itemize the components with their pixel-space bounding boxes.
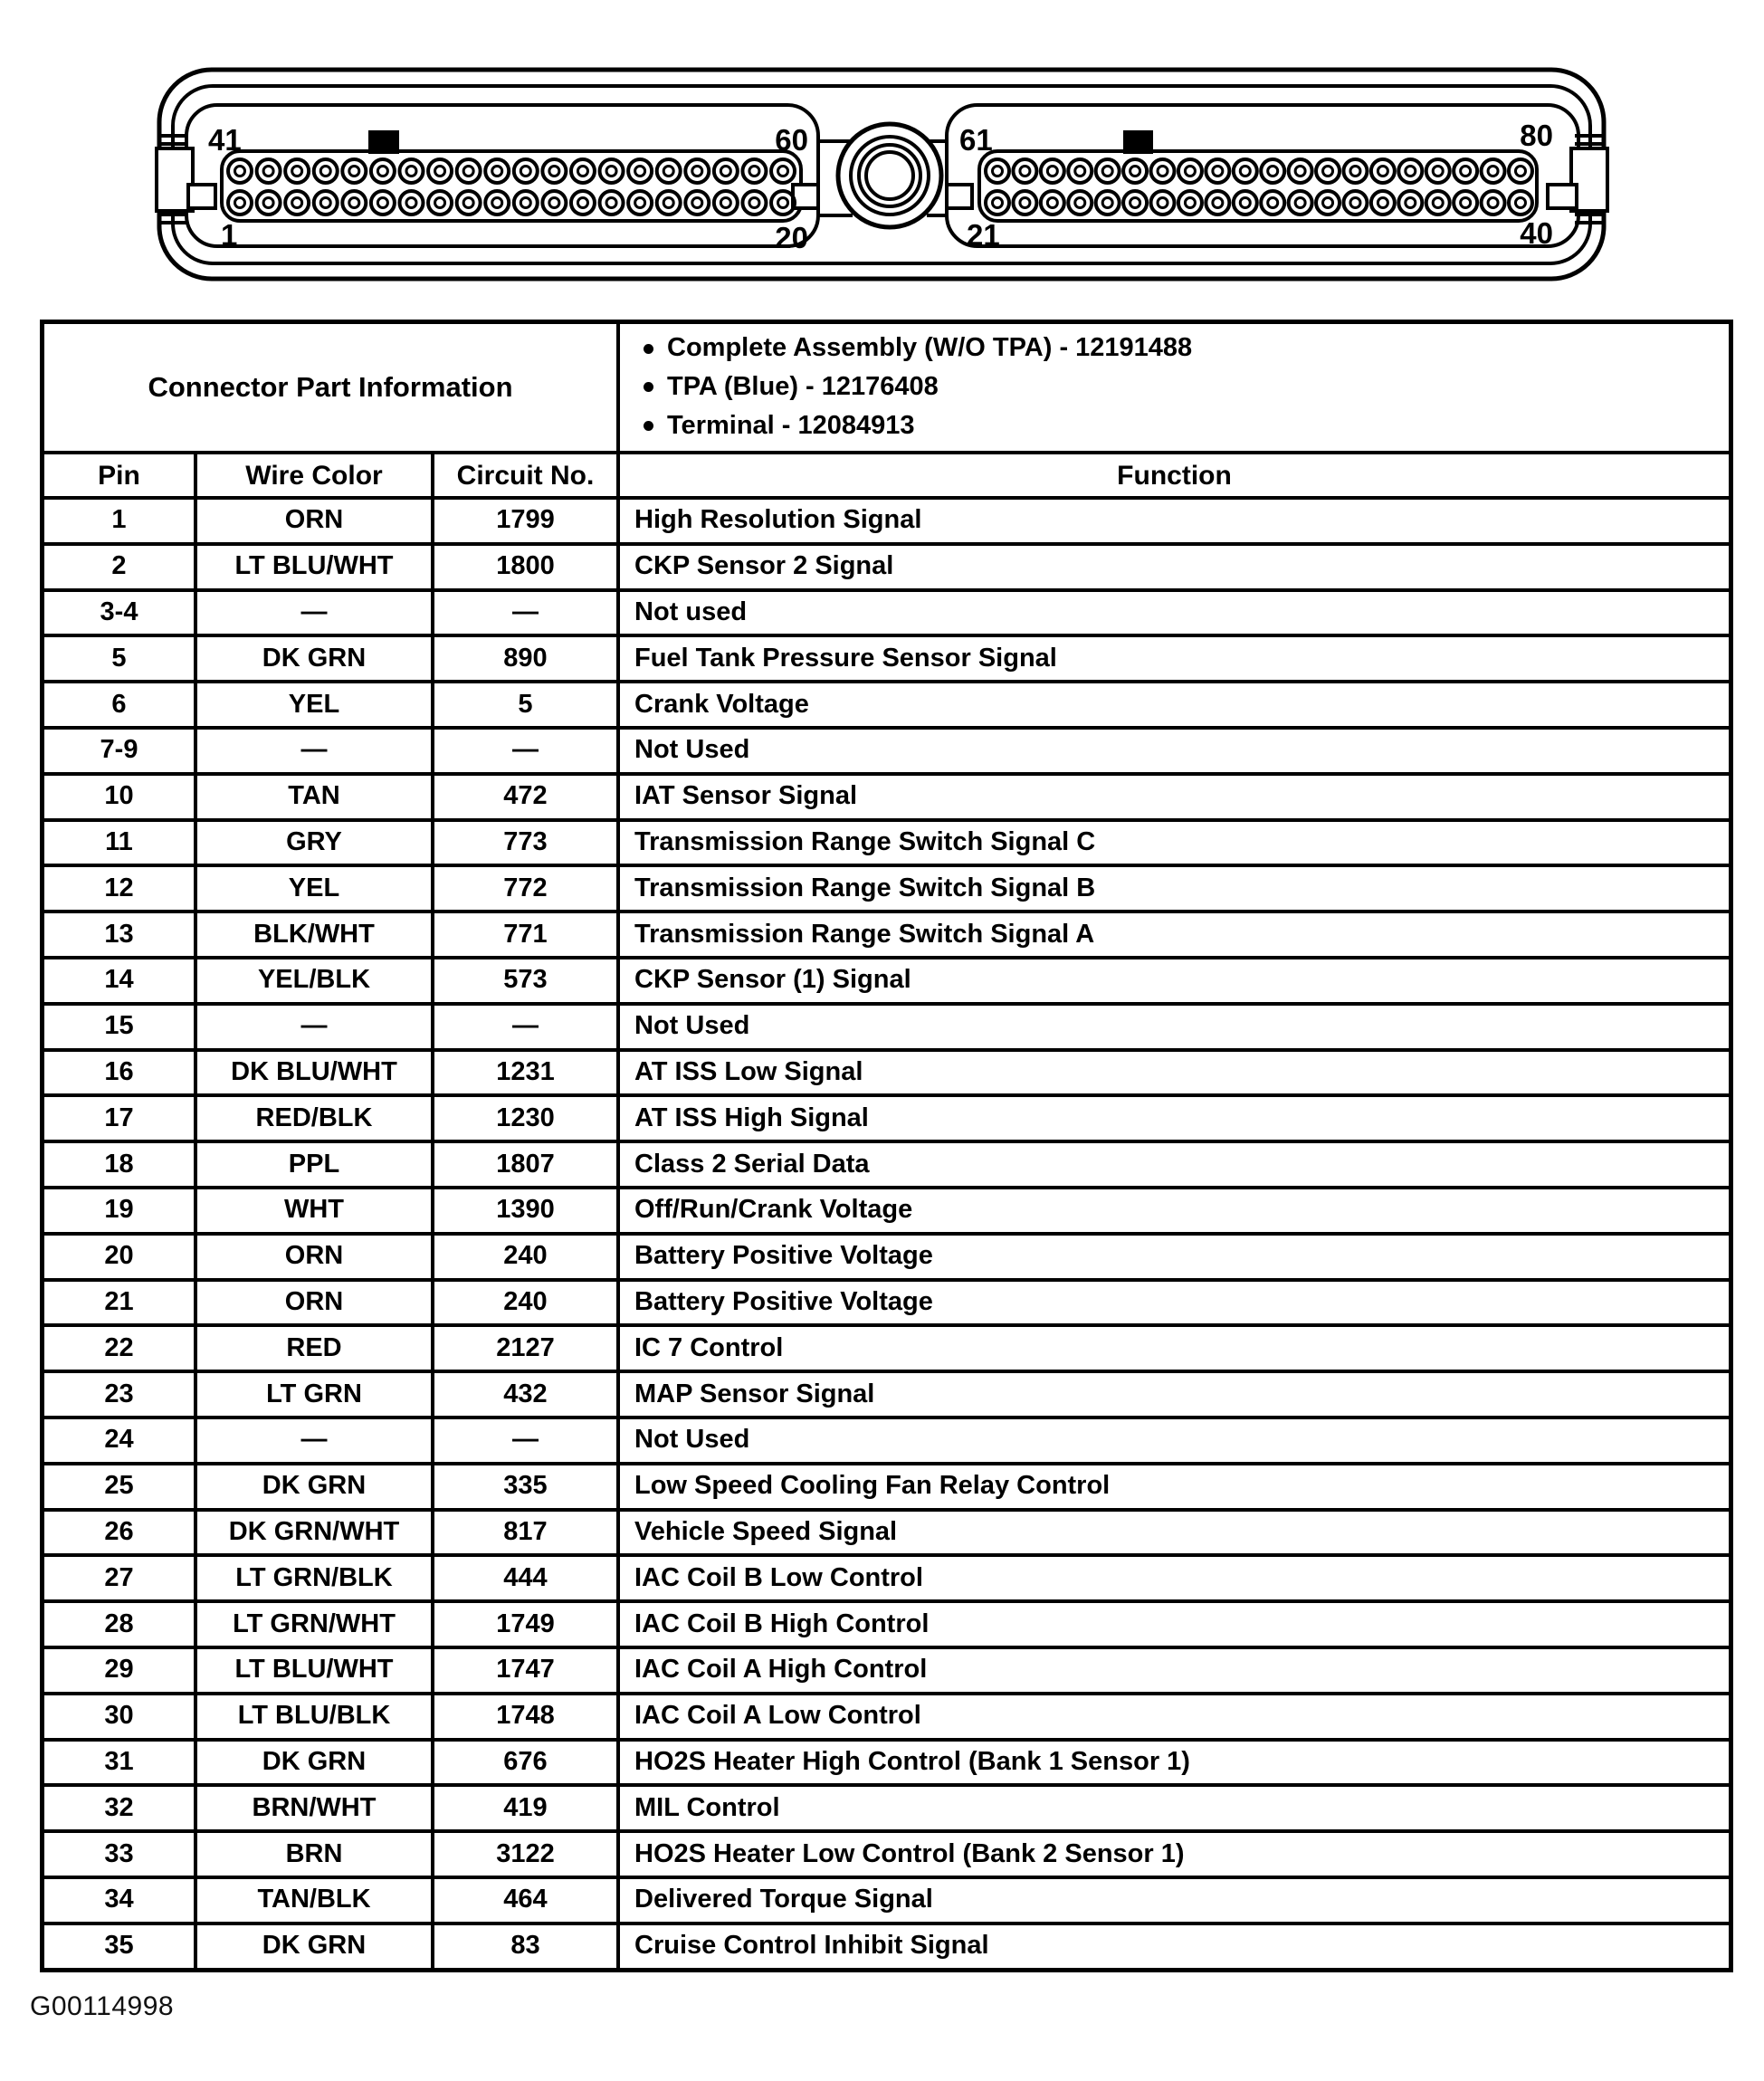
function-cell: High Resolution Signal bbox=[620, 500, 1729, 542]
function-cell: Off/Run/Crank Voltage bbox=[620, 1189, 1729, 1232]
circuit-no-cell: 1800 bbox=[434, 546, 616, 588]
key-tab-left bbox=[368, 130, 399, 154]
circuit-no-cell: 2127 bbox=[434, 1327, 616, 1370]
function-cell: HO2S Heater High Control (Bank 1 Sensor 1) bbox=[620, 1742, 1729, 1784]
wire-color-cell: LT GRN/BLK bbox=[197, 1557, 431, 1599]
function-cell: CKP Sensor (1) Signal bbox=[620, 959, 1729, 1002]
pin-cell: 16 bbox=[44, 1052, 194, 1094]
wire-color-cell: RED/BLK bbox=[197, 1097, 431, 1140]
function-cell: HO2S Heater Low Control (Bank 2 Sensor 1) bbox=[620, 1833, 1729, 1876]
wire-color-cell: DK GRN bbox=[197, 1925, 431, 1968]
bullet-icon bbox=[644, 382, 653, 392]
wire-color-cell: YEL bbox=[197, 683, 431, 726]
circuit-no-cell: 1748 bbox=[434, 1695, 616, 1738]
circuit-no-cell: 890 bbox=[434, 637, 616, 680]
pin-cell: 6 bbox=[44, 683, 194, 726]
connector-diagram bbox=[0, 0, 1764, 312]
circuit-no-cell: — bbox=[434, 1419, 616, 1462]
function-cell: Not used bbox=[620, 592, 1729, 635]
pin-label-41: 41 bbox=[208, 123, 242, 157]
function-cell: Delivered Torque Signal bbox=[620, 1879, 1729, 1922]
pin-cell: 25 bbox=[44, 1465, 194, 1508]
function-cell: Not Used bbox=[620, 730, 1729, 772]
pin-cell: 1 bbox=[44, 500, 194, 542]
wire-color-cell: ORN bbox=[197, 1236, 431, 1278]
pin-cell: 3-4 bbox=[44, 592, 194, 635]
wire-color-cell: — bbox=[197, 1006, 431, 1048]
pin-cell: 20 bbox=[44, 1236, 194, 1278]
pin-cell: 7-9 bbox=[44, 730, 194, 772]
function-cell: MIL Control bbox=[620, 1787, 1729, 1829]
function-cell: IAC Coil A Low Control bbox=[620, 1695, 1729, 1738]
pin-cell: 34 bbox=[44, 1879, 194, 1922]
wire-color-cell: DK BLU/WHT bbox=[197, 1052, 431, 1094]
circuit-no-cell: 464 bbox=[434, 1879, 616, 1922]
wire-color-cell: YEL/BLK bbox=[197, 959, 431, 1002]
wire-color-cell: BLK/WHT bbox=[197, 913, 431, 956]
circuit-no-cell: 817 bbox=[434, 1512, 616, 1554]
bullet-icon bbox=[644, 421, 653, 431]
pin-cell: 2 bbox=[44, 546, 194, 588]
wire-color-cell: BRN/WHT bbox=[197, 1787, 431, 1829]
part-info-list bbox=[620, 324, 1729, 451]
wire-color-cell: DK GRN bbox=[197, 637, 431, 680]
part-info-item-text: Terminal - 12084913 bbox=[667, 410, 915, 440]
circuit-no-cell: 1807 bbox=[434, 1143, 616, 1186]
pin-cell: 5 bbox=[44, 637, 194, 680]
wire-color-cell: TAN/BLK bbox=[197, 1879, 431, 1922]
wire-color-cell: BRN bbox=[197, 1833, 431, 1876]
function-cell: Crank Voltage bbox=[620, 683, 1729, 726]
circuit-no-cell: 1231 bbox=[434, 1052, 616, 1094]
part-info-title: Connector Part Information bbox=[44, 324, 616, 451]
part-info-item-text: Complete Assembly (W/O TPA) - 12191488 bbox=[667, 333, 1193, 363]
function-cell: AT ISS High Signal bbox=[620, 1097, 1729, 1140]
circuit-no-cell: 773 bbox=[434, 822, 616, 864]
figure-id: G00114998 bbox=[30, 1991, 175, 2021]
wire-color-cell: YEL bbox=[197, 867, 431, 910]
part-info-item bbox=[644, 334, 1192, 363]
function-cell: Transmission Range Switch Signal B bbox=[620, 867, 1729, 910]
circuit-no-cell: 419 bbox=[434, 1787, 616, 1829]
function-cell: Battery Positive Voltage bbox=[620, 1236, 1729, 1278]
circuit-no-cell: 472 bbox=[434, 776, 616, 818]
circuit-no-cell: 573 bbox=[434, 959, 616, 1002]
pin-label-20: 20 bbox=[775, 221, 808, 254]
column-header-pin: Pin bbox=[44, 454, 194, 496]
circuit-no-cell: — bbox=[434, 730, 616, 772]
wire-color-cell: — bbox=[197, 592, 431, 635]
circuit-no-cell: 772 bbox=[434, 867, 616, 910]
part-info-item bbox=[644, 412, 915, 441]
part-info-item bbox=[644, 373, 939, 402]
pin-cell: 18 bbox=[44, 1143, 194, 1186]
pin-cell: 35 bbox=[44, 1925, 194, 1968]
wire-color-cell: RED bbox=[197, 1327, 431, 1370]
column-header-function: Function bbox=[620, 454, 1729, 496]
wire-color-cell: WHT bbox=[197, 1189, 431, 1232]
pin-label-1: 1 bbox=[221, 218, 238, 252]
pinout-table bbox=[40, 320, 1733, 1972]
pin-cell: 12 bbox=[44, 867, 194, 910]
wire-color-cell: LT GRN/WHT bbox=[197, 1603, 431, 1646]
pin-cell: 23 bbox=[44, 1373, 194, 1416]
wire-color-cell: DK GRN bbox=[197, 1465, 431, 1508]
circuit-no-cell: 3122 bbox=[434, 1833, 616, 1876]
column-header-circuit-no: Circuit No. bbox=[434, 454, 616, 496]
circuit-no-cell: 676 bbox=[434, 1742, 616, 1784]
function-cell: Class 2 Serial Data bbox=[620, 1143, 1729, 1186]
function-cell: MAP Sensor Signal bbox=[620, 1373, 1729, 1416]
pin-label-21: 21 bbox=[967, 218, 1000, 252]
wire-color-cell: DK GRN bbox=[197, 1742, 431, 1784]
pin-cell: 30 bbox=[44, 1695, 194, 1738]
pin-strip-left bbox=[222, 151, 801, 221]
function-cell: Not Used bbox=[620, 1006, 1729, 1048]
wire-color-cell: ORN bbox=[197, 1282, 431, 1324]
pin-label-61: 61 bbox=[959, 123, 993, 157]
pin-cell: 11 bbox=[44, 822, 194, 864]
circuit-no-cell: 1749 bbox=[434, 1603, 616, 1646]
pin-cell: 29 bbox=[44, 1649, 194, 1692]
function-cell: Low Speed Cooling Fan Relay Control bbox=[620, 1465, 1729, 1508]
circuit-no-cell: 432 bbox=[434, 1373, 616, 1416]
function-cell: Not Used bbox=[620, 1419, 1729, 1462]
function-cell: Battery Positive Voltage bbox=[620, 1282, 1729, 1324]
column-header-wire-color: Wire Color bbox=[197, 454, 431, 496]
pin-label-40: 40 bbox=[1520, 216, 1553, 250]
pin-cell: 10 bbox=[44, 776, 194, 818]
pin-label-80: 80 bbox=[1520, 119, 1553, 152]
pin-cell: 33 bbox=[44, 1833, 194, 1876]
pin-label-60: 60 bbox=[775, 123, 808, 157]
pin-cell: 13 bbox=[44, 913, 194, 956]
pin-cell: 28 bbox=[44, 1603, 194, 1646]
circuit-no-cell: 1230 bbox=[434, 1097, 616, 1140]
circuit-no-cell: 771 bbox=[434, 913, 616, 956]
wire-color-cell: LT BLU/BLK bbox=[197, 1695, 431, 1738]
circuit-no-cell: 335 bbox=[434, 1465, 616, 1508]
circuit-no-cell: 83 bbox=[434, 1925, 616, 1968]
function-cell: IAT Sensor Signal bbox=[620, 776, 1729, 818]
bullet-icon bbox=[644, 344, 653, 354]
key-tab-right bbox=[1123, 130, 1153, 154]
pin-cell: 32 bbox=[44, 1787, 194, 1829]
wire-color-cell: ORN bbox=[197, 500, 431, 542]
function-cell: Cruise Control Inhibit Signal bbox=[620, 1925, 1729, 1968]
pin-cell: 19 bbox=[44, 1189, 194, 1232]
function-cell: Vehicle Speed Signal bbox=[620, 1512, 1729, 1554]
wire-color-cell: — bbox=[197, 730, 431, 772]
function-cell: AT ISS Low Signal bbox=[620, 1052, 1729, 1094]
circuit-no-cell: 240 bbox=[434, 1236, 616, 1278]
function-cell: CKP Sensor 2 Signal bbox=[620, 546, 1729, 588]
function-cell: Transmission Range Switch Signal C bbox=[620, 822, 1729, 864]
wire-color-cell: LT GRN bbox=[197, 1373, 431, 1416]
function-cell: Transmission Range Switch Signal A bbox=[620, 913, 1729, 956]
pin-cell: 17 bbox=[44, 1097, 194, 1140]
circuit-no-cell: 1390 bbox=[434, 1189, 616, 1232]
circuit-no-cell: — bbox=[434, 1006, 616, 1048]
circuit-no-cell: 1799 bbox=[434, 500, 616, 542]
circuit-no-cell: 240 bbox=[434, 1282, 616, 1324]
part-info-item-text: TPA (Blue) - 12176408 bbox=[667, 372, 939, 402]
wire-color-cell: LT BLU/WHT bbox=[197, 1649, 431, 1692]
pin-cell: 21 bbox=[44, 1282, 194, 1324]
pin-cell: 31 bbox=[44, 1742, 194, 1784]
wire-color-cell: — bbox=[197, 1419, 431, 1462]
wire-color-cell: TAN bbox=[197, 776, 431, 818]
pin-cell: 26 bbox=[44, 1512, 194, 1554]
circuit-no-cell: 1747 bbox=[434, 1649, 616, 1692]
function-cell: IAC Coil A High Control bbox=[620, 1649, 1729, 1692]
wire-color-cell: PPL bbox=[197, 1143, 431, 1186]
function-cell: IAC Coil B High Control bbox=[620, 1603, 1729, 1646]
function-cell: IC 7 Control bbox=[620, 1327, 1729, 1370]
circuit-no-cell: 444 bbox=[434, 1557, 616, 1599]
circuit-no-cell: 5 bbox=[434, 683, 616, 726]
pin-cell: 15 bbox=[44, 1006, 194, 1048]
wire-color-cell: DK GRN/WHT bbox=[197, 1512, 431, 1554]
pin-cell: 27 bbox=[44, 1557, 194, 1599]
circuit-no-cell: — bbox=[434, 592, 616, 635]
function-cell: Fuel Tank Pressure Sensor Signal bbox=[620, 637, 1729, 680]
function-cell: IAC Coil B Low Control bbox=[620, 1557, 1729, 1599]
pin-cell: 22 bbox=[44, 1327, 194, 1370]
wire-color-cell: LT BLU/WHT bbox=[197, 546, 431, 588]
wire-color-cell: GRY bbox=[197, 822, 431, 864]
pin-cell: 24 bbox=[44, 1419, 194, 1462]
center-bolt-icon bbox=[838, 124, 941, 227]
pin-cell: 14 bbox=[44, 959, 194, 1002]
